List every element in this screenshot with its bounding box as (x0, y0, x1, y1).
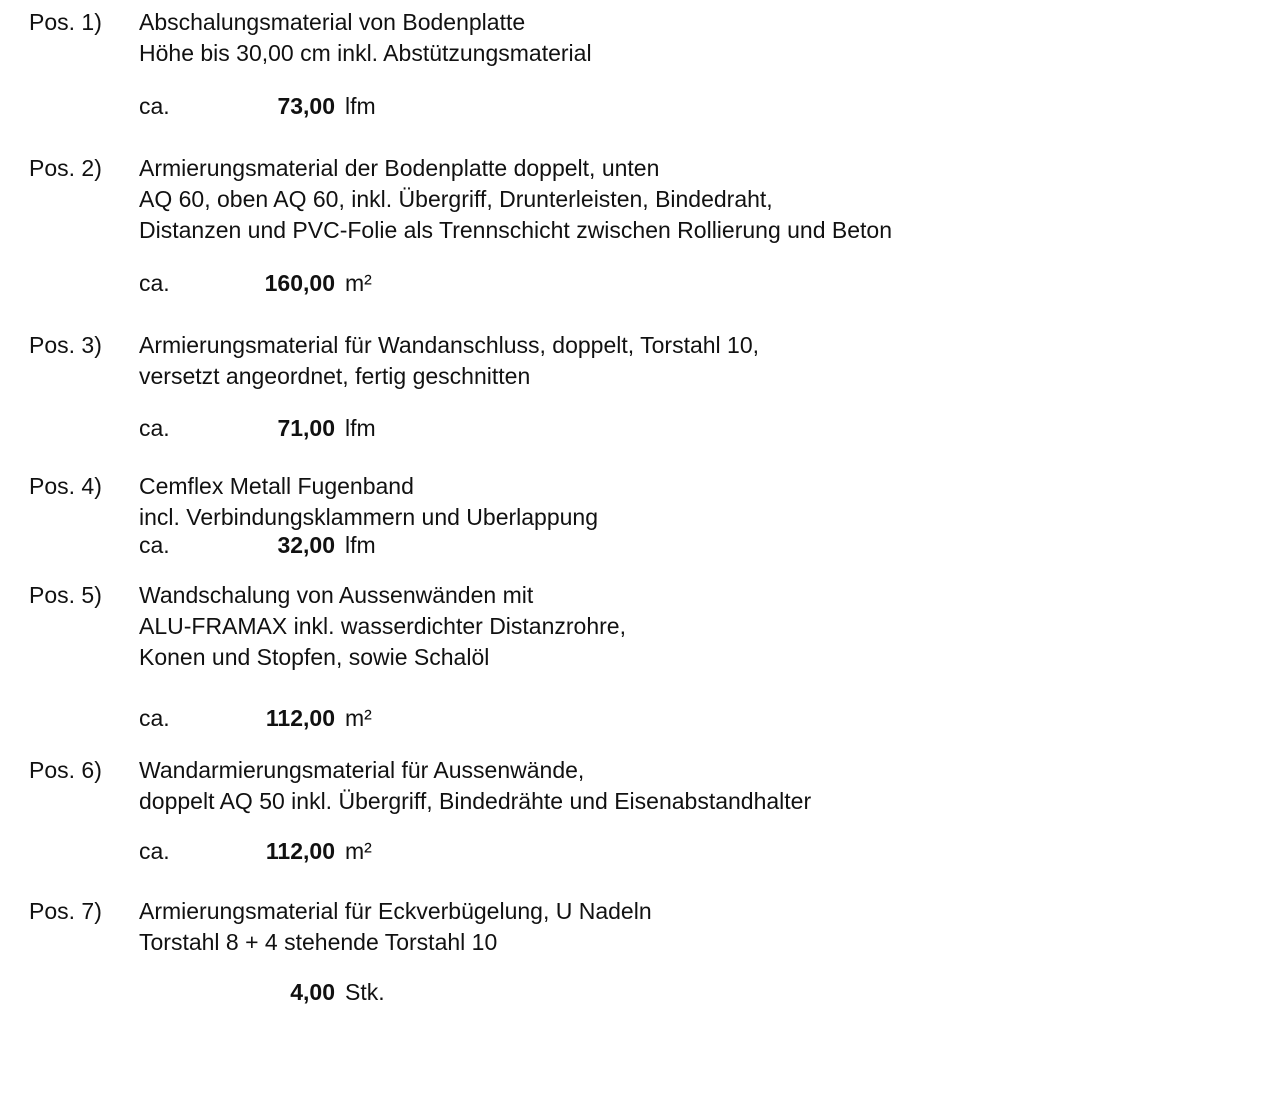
quantity-unit: m² (345, 270, 372, 296)
description-line: Höhe bis 30,00 cm inkl. Abstützungsmaterial (139, 40, 592, 66)
quantity-row-3 (139, 413, 539, 444)
quantity-value: 71,00 (277, 415, 335, 441)
position-label: Pos. 3) (29, 332, 102, 358)
description-line: AQ 60, oben AQ 60, inkl. Übergriff, Drunterleisten, Bindedraht, (139, 186, 773, 212)
quantity-prefix: ca. (139, 532, 170, 558)
quantity-unit: lfm (345, 93, 376, 119)
quantity-unit: lfm (345, 532, 376, 558)
quantity-prefix: ca. (139, 415, 170, 441)
description-line: versetzt angeordnet, fertig geschnitten (139, 363, 531, 389)
description-line: Cemflex Metall Fugenband (139, 473, 414, 499)
quantity-value: 112,00 (265, 705, 335, 731)
position-label: Pos. 1) (29, 9, 102, 35)
description-line: Armierungsmaterial der Bodenplatte doppelt, unten (139, 155, 660, 181)
quantity-row-6 (139, 836, 539, 867)
position-description (139, 755, 811, 817)
quantity-prefix: ca. (139, 838, 170, 864)
position-description (139, 580, 626, 673)
quantity-prefix: ca. (139, 705, 170, 731)
quantity-value: 4,00 (290, 979, 335, 1005)
quantity-prefix: ca. (139, 93, 170, 119)
description-line: doppelt AQ 50 inkl. Übergriff, Bindedrähte und Eisenabstandhalter (139, 788, 812, 814)
quantity-value: 73,00 (277, 93, 335, 119)
quantity-row-5 (139, 703, 539, 734)
description-line: Abschalungsmaterial von Bodenplatte (139, 9, 526, 35)
description-line: ALU-FRAMAX inkl. wasserdichter Distanzrohre, (139, 613, 626, 639)
quantity-unit: Stk. (345, 979, 385, 1005)
position-description (139, 330, 759, 392)
description-line: Distanzen und PVC-Folie als Trennschicht zwischen Rollierung und Beton (139, 217, 893, 243)
description-line: Armierungsmaterial für Eckverbügelung, U Nadeln (139, 898, 652, 924)
quantity-value: 32,00 (277, 532, 335, 558)
description-line: incl. Verbindungsklammern und Uberlappung (139, 504, 599, 530)
position-label: Pos. 6) (29, 757, 102, 783)
quantity-unit: lfm (345, 415, 376, 441)
position-description (139, 896, 652, 958)
quantity-row-1 (139, 91, 539, 122)
description-line: Armierungsmaterial für Wandanschluss, doppelt, Torstahl 10, (139, 332, 760, 358)
position-label: Pos. 4) (29, 473, 102, 499)
description-line: Konen und Stopfen, sowie Schalöl (139, 644, 490, 670)
quantity-unit: m² (345, 838, 372, 864)
description-line: Torstahl 8 + 4 stehende Torstahl 10 (139, 929, 498, 955)
quantity-unit: m² (345, 705, 372, 731)
position-label: Pos. 7) (29, 898, 102, 924)
description-line: Wandschalung von Aussenwänden mit (139, 582, 534, 608)
position-description (139, 153, 892, 246)
quantity-row-7 (139, 977, 539, 1008)
description-line: Wandarmierungsmaterial für Aussenwände, (139, 757, 585, 783)
position-label: Pos. 2) (29, 155, 102, 181)
position-description (139, 7, 592, 69)
quantity-prefix: ca. (139, 270, 170, 296)
position-label: Pos. 5) (29, 582, 102, 608)
quantity-row-4 (139, 530, 539, 561)
quantity-value: 160,00 (264, 270, 335, 296)
position-description (139, 471, 598, 533)
quantity-row-2 (139, 268, 539, 299)
quantity-value: 112,00 (265, 838, 335, 864)
